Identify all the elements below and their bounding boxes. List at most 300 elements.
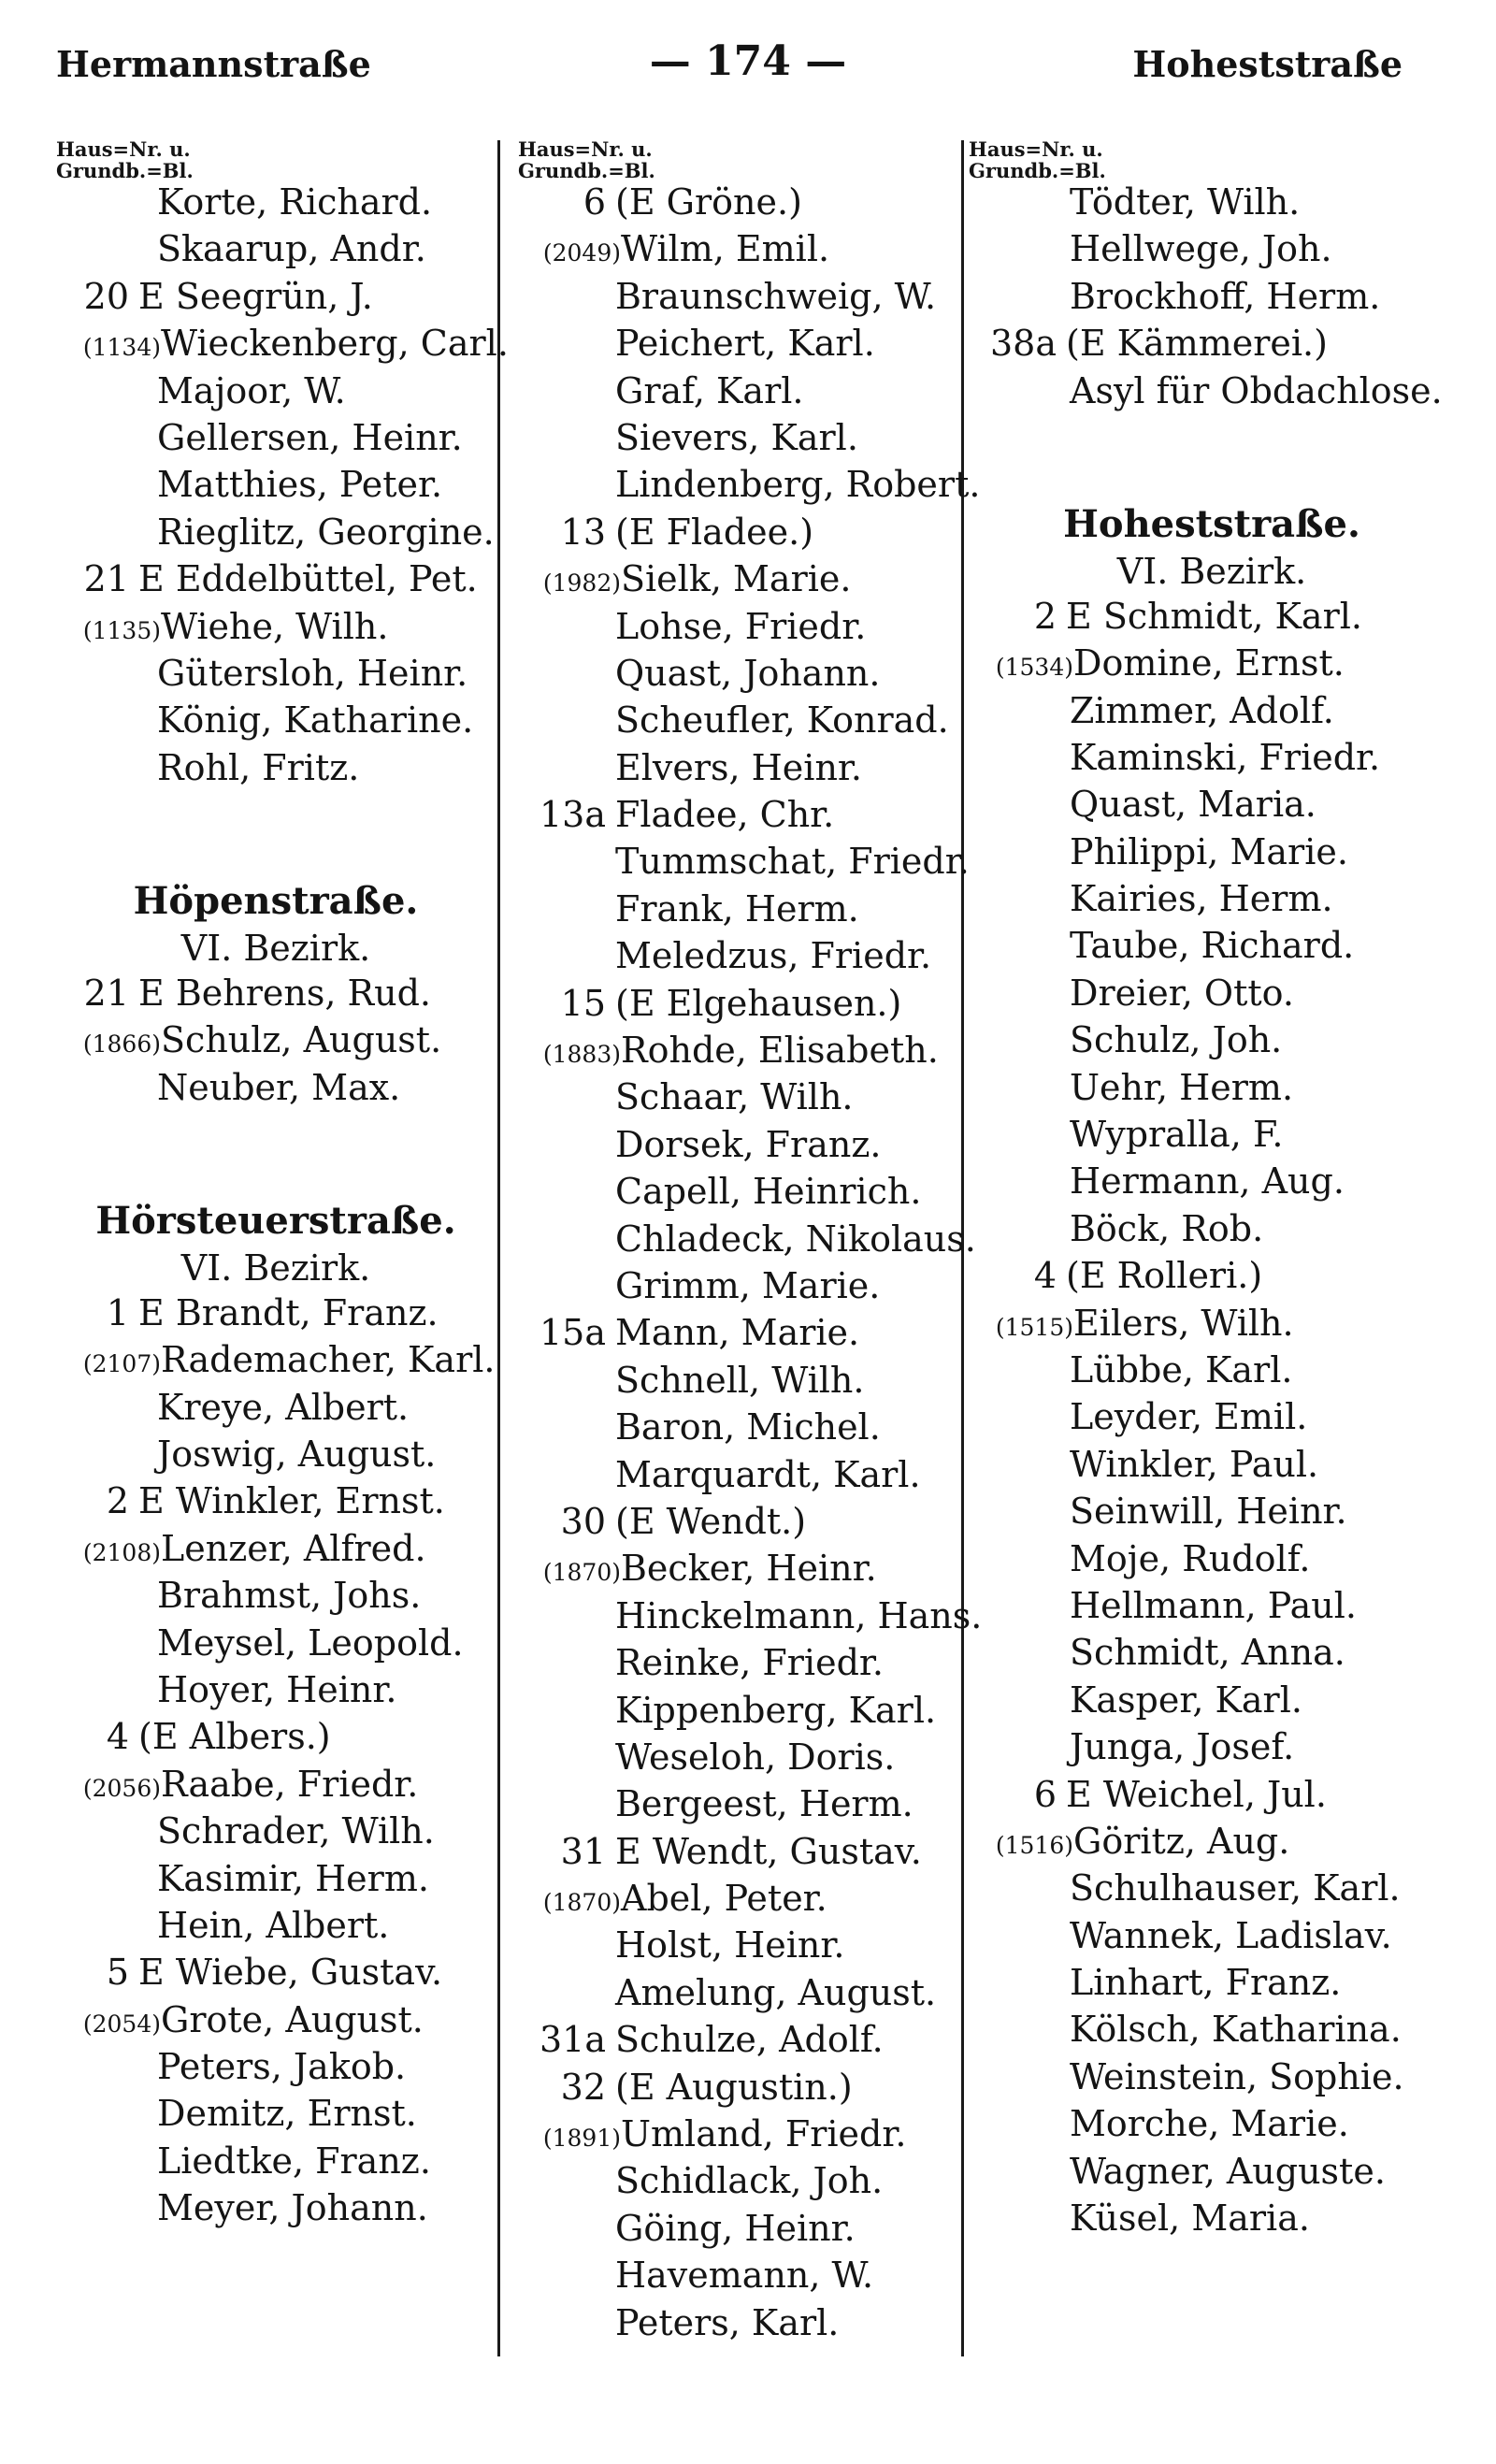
directory-entry — [969, 2151, 1455, 2197]
directory-entry — [969, 1679, 1455, 1726]
resident-name: Scheufler, Konrad. — [615, 699, 949, 742]
land-register-number: (1870) — [542, 1889, 621, 1917]
resident-name: Peters, Jakob. — [157, 2046, 407, 2088]
resident-name: Philippi, Marie. — [1070, 830, 1348, 872]
column-rule-1 — [497, 140, 500, 2356]
resident-name: (E Augustin.) — [615, 2066, 853, 2108]
resident-name: E Weichel, Jul. — [1066, 1773, 1327, 1815]
resident-name: Rohde, Elisabeth. — [621, 1030, 939, 1072]
resident-name: Schulhauser, Karl. — [1070, 1867, 1401, 1909]
directory-entry — [518, 747, 959, 794]
column-head-line2: Grundb.=Bl. — [56, 159, 194, 182]
resident-name: Mann, Marie. — [615, 1312, 860, 1354]
directory-entry — [969, 1019, 1455, 1066]
resident-name: Neuber, Max. — [157, 1066, 401, 1108]
house-number: 32 — [560, 2066, 606, 2108]
directory-entry — [518, 370, 959, 417]
directory-entry — [56, 699, 496, 746]
land-register-number: (1982) — [542, 569, 621, 598]
directory-entry — [518, 888, 959, 935]
resident-name: Brahmst, Johs. — [157, 1575, 422, 1617]
directory-entry — [969, 878, 1455, 925]
resident-name: Becker, Heinr. — [621, 1548, 877, 1590]
resident-name: Tödter, Wilh. — [1070, 181, 1301, 223]
directory-entry — [969, 1585, 1455, 1632]
directory-entry — [518, 1076, 959, 1123]
directory-entry — [518, 1030, 959, 1076]
directory-entry — [969, 831, 1455, 878]
directory-entry — [969, 690, 1455, 737]
resident-name: Schidlack, Joh. — [615, 2160, 884, 2202]
directory-entry — [56, 1528, 496, 1575]
directory-entry — [969, 1114, 1455, 1160]
house-number: 6 — [583, 181, 606, 223]
directory-entry — [56, 1019, 496, 1066]
directory-entry — [969, 228, 1455, 275]
directory-entry — [518, 1312, 959, 1359]
resident-name: (E Wendt.) — [615, 1500, 807, 1542]
resident-name: Abel, Peter. — [621, 1878, 827, 1920]
resident-name: Schmidt, Anna. — [1070, 1632, 1345, 1674]
directory-entry — [56, 2187, 496, 2234]
resident-name: E Winkler, Ernst. — [138, 1480, 445, 1522]
col3-sec2-list — [969, 596, 1455, 2245]
directory-entry — [56, 512, 496, 558]
column-head-line1: Haus=Nr. u. — [518, 137, 653, 161]
resident-name: Liedtke, Franz. — [157, 2140, 431, 2182]
resident-name: Brockhoff, Herm. — [1070, 275, 1381, 317]
house-number: 15 — [560, 982, 606, 1024]
directory-entry — [518, 841, 970, 887]
land-register-number: (1534) — [995, 654, 1073, 682]
resident-name: Grimm, Marie. — [615, 1264, 881, 1306]
resident-name: Böck, Rob. — [1070, 1207, 1264, 1249]
resident-name: Seinwill, Heinr. — [1070, 1491, 1347, 1533]
directory-entry — [518, 2019, 959, 2066]
directory-entry — [518, 1878, 959, 1924]
column-3 — [969, 138, 1455, 2244]
house-number: 21 — [83, 972, 129, 1014]
directory-entry — [518, 983, 959, 1030]
resident-name: E Eddelbüttel, Pet. — [138, 558, 478, 600]
column-3-head — [969, 138, 1455, 181]
district-label: VI. Bezirk. — [1116, 551, 1307, 593]
col2-list — [518, 181, 983, 2349]
directory-entry — [56, 2140, 496, 2187]
resident-name: Kippenberg, Karl. — [615, 1689, 937, 1731]
resident-name: Demitz, Ernst. — [157, 2093, 417, 2135]
col1-sec2-list — [56, 973, 496, 1114]
resident-name: E Schmidt, Karl. — [1066, 595, 1362, 637]
directory-entry — [518, 1218, 976, 1265]
directory-entry — [969, 1067, 1455, 1114]
district-label: VI. Bezirk. — [180, 1247, 371, 1290]
resident-name: Peichert, Karl. — [615, 323, 875, 365]
resident-name: E Seegrün, J. — [138, 275, 373, 317]
directory-entry — [518, 794, 959, 841]
resident-name: Hermann, Aug. — [1070, 1160, 1345, 1203]
directory-entry — [518, 1454, 959, 1501]
directory-entry — [56, 558, 496, 605]
running-head-right: Hoheststraße — [1132, 43, 1402, 85]
resident-name: Meyer, Johann. — [157, 2187, 428, 2229]
directory-entry — [56, 1575, 496, 1621]
house-number: 31 — [560, 1830, 606, 1872]
directory-entry — [969, 1160, 1455, 1207]
directory-entry — [56, 1067, 496, 1114]
directory-entry — [518, 2160, 959, 2207]
resident-name: Göritz, Aug. — [1073, 1820, 1290, 1862]
directory-entry — [969, 1255, 1455, 1302]
resident-name: Kasper, Karl. — [1070, 1679, 1302, 1721]
directory-entry — [56, 228, 496, 275]
directory-entry — [518, 558, 959, 605]
land-register-number: (1870) — [542, 1559, 621, 1587]
resident-name: Meysel, Leopold. — [157, 1621, 464, 1664]
land-register-number: (1135) — [82, 616, 161, 644]
resident-name: (E Gröne.) — [615, 181, 802, 223]
directory-entry — [56, 1387, 496, 1434]
resident-name: Hoyer, Heinr. — [157, 1668, 397, 1710]
resident-name: Grote, August. — [161, 1998, 424, 2040]
resident-name: Matthies, Peter. — [157, 464, 443, 506]
resident-name: Wypralla, F. — [1070, 1114, 1284, 1156]
land-register-number: (2054) — [82, 2010, 161, 2038]
directory-entry — [518, 653, 959, 699]
resident-name: Raabe, Friedr. — [161, 1763, 419, 1805]
directory-entry — [56, 1858, 496, 1905]
page-number: — 174 — — [649, 37, 847, 85]
resident-name: Fladee, Chr. — [615, 794, 835, 836]
resident-name: Morche, Marie. — [1070, 2103, 1349, 2145]
resident-name: Wilm, Emil. — [621, 228, 830, 270]
directory-entry — [56, 606, 496, 653]
directory-entry — [518, 1690, 959, 1736]
resident-name: Braunschweig, W. — [615, 275, 937, 317]
resident-name: Graf, Karl. — [615, 369, 804, 411]
house-number: 31a — [539, 2019, 606, 2061]
resident-name: Asyl für Obdachlose. — [1070, 369, 1443, 411]
directory-entry — [969, 2103, 1455, 2150]
resident-name: Uehr, Herm. — [1070, 1066, 1294, 1108]
street-heading: Hoheststraße. — [1063, 501, 1360, 546]
resident-name: Küsel, Maria. — [1070, 2197, 1310, 2240]
directory-entry — [518, 606, 959, 653]
directory-entry — [518, 1124, 959, 1171]
col1-sec1-list — [56, 181, 509, 794]
resident-name: Chladeck, Nikolaus. — [615, 1218, 976, 1260]
resident-name: Rieglitz, Georgine. — [157, 511, 495, 553]
directory-entry — [56, 2046, 496, 2093]
resident-name: Zimmer, Adolf. — [1070, 689, 1334, 731]
directory-entry — [969, 1867, 1455, 1914]
resident-name: Hinckelmann, Hans. — [615, 1594, 983, 1636]
directory-entry — [56, 747, 496, 794]
directory-entry — [969, 1821, 1455, 1867]
land-register-number: (1515) — [995, 1313, 1073, 1341]
resident-name: Tummschat, Friedr. — [615, 841, 970, 883]
directory-entry — [56, 973, 496, 1019]
resident-name: Sievers, Karl. — [615, 416, 858, 458]
directory-entry — [969, 737, 1455, 784]
resident-name: Quast, Johann. — [615, 652, 881, 694]
directory-entry — [56, 1716, 496, 1763]
resident-name: Baron, Michel. — [615, 1406, 881, 1448]
column-head-line1: Haus=Nr. u. — [56, 137, 191, 161]
house-number: 13a — [539, 794, 606, 836]
directory-entry — [518, 1594, 983, 1642]
directory-entry — [969, 370, 1455, 417]
directory-entry — [969, 973, 1455, 1019]
resident-name: Wannek, Ladislav. — [1070, 1914, 1392, 1956]
land-register-number: (2056) — [82, 1774, 161, 1802]
directory-entry — [56, 276, 496, 323]
resident-name: Lohse, Friedr. — [615, 605, 867, 647]
directory-entry — [518, 1406, 959, 1453]
directory-entry — [518, 276, 959, 323]
resident-name: Junga, Josef. — [1070, 1726, 1295, 1768]
directory-entry — [518, 1972, 959, 2019]
directory-entry — [969, 1962, 1455, 2009]
resident-name: Skaarup, Andr. — [157, 228, 426, 270]
resident-name: Quast, Maria. — [1070, 784, 1316, 826]
column-1-head — [56, 138, 496, 181]
resident-name: Amelung, August. — [615, 1971, 937, 2013]
land-register-number: (2108) — [82, 1538, 161, 1566]
directory-entry — [518, 323, 959, 369]
resident-name: König, Katharine. — [157, 699, 474, 742]
directory-entry — [518, 512, 959, 558]
directory-entry — [56, 1952, 496, 1998]
resident-name: Majoor, W. — [157, 369, 346, 411]
column-head-line2: Grundb.=Bl. — [969, 159, 1106, 182]
directory-entry — [56, 370, 496, 417]
house-number: 4 — [106, 1716, 129, 1758]
directory-entry — [518, 2113, 959, 2160]
directory-entry — [518, 1265, 959, 1312]
resident-name: Linhart, Franz. — [1070, 1962, 1342, 2004]
column-2 — [518, 137, 983, 2349]
resident-name: Sielk, Marie. — [621, 558, 852, 600]
directory-entry — [518, 181, 959, 228]
column-head-line1: Haus=Nr. u. — [969, 137, 1103, 161]
directory-entry — [518, 1831, 959, 1878]
directory-entry — [518, 1501, 959, 1548]
resident-name: Weseloh, Doris. — [615, 1736, 896, 1778]
resident-name: (E Rolleri.) — [1066, 1255, 1263, 1297]
resident-name: Lindenberg, Robert. — [615, 464, 981, 506]
land-register-number: (1134) — [82, 334, 161, 362]
resident-name: Kairies, Herm. — [1070, 878, 1333, 920]
directory-entry — [518, 1171, 959, 1218]
directory-entry — [518, 1783, 959, 1830]
resident-name: Kölsch, Katharina. — [1070, 2009, 1402, 2051]
resident-name: Rademacher, Karl. — [161, 1339, 496, 1381]
directory-entry — [56, 1999, 496, 2046]
directory-entry — [518, 464, 981, 511]
resident-name: E Wiebe, Gustav. — [138, 1952, 443, 1994]
directory-entry — [969, 1726, 1455, 1773]
directory-entry — [56, 417, 496, 464]
land-register-number: (1891) — [542, 2125, 621, 2153]
directory-entry — [969, 323, 1455, 369]
resident-name: E Wendt, Gustav. — [615, 1830, 922, 1872]
land-register-number: (1883) — [542, 1041, 621, 1069]
column-2-head — [518, 138, 959, 181]
resident-name: Schulz, Joh. — [1070, 1019, 1283, 1061]
directory-entry — [969, 1774, 1455, 1821]
house-number: 13 — [560, 511, 606, 553]
resident-name: Holst, Heinr. — [615, 1924, 845, 1967]
resident-name: Domine, Ernst. — [1073, 642, 1345, 684]
land-register-number: (2107) — [82, 1350, 161, 1378]
house-number: 2 — [1033, 595, 1057, 637]
directory-entry — [518, 935, 959, 982]
resident-name: Joswig, August. — [157, 1433, 437, 1475]
resident-name: Dorsek, Franz. — [615, 1123, 882, 1165]
resident-name: Frank, Herm. — [615, 887, 859, 929]
directory-entry — [518, 699, 959, 746]
directory-entry — [969, 642, 1455, 689]
house-number: 4 — [1033, 1255, 1057, 1297]
directory-entry — [518, 1736, 959, 1783]
directory-entry — [56, 2093, 496, 2140]
directory-entry — [518, 2255, 959, 2301]
directory-entry — [56, 653, 496, 699]
land-register-number: (1516) — [995, 1831, 1073, 1859]
directory-entry — [56, 464, 496, 511]
resident-name: Weinstein, Sophie. — [1070, 2055, 1404, 2097]
resident-name: Bergeest, Herm. — [615, 1783, 913, 1825]
directory-entry — [969, 1538, 1455, 1585]
resident-name: Wiehe, Wilh. — [161, 605, 389, 647]
resident-name: Meledzus, Friedr. — [615, 935, 932, 977]
directory-entry — [518, 417, 959, 464]
directory-entry — [969, 2009, 1455, 2055]
directory-entry — [56, 1810, 496, 1857]
directory-entry — [969, 181, 1455, 228]
resident-name: Gellersen, Heinr. — [157, 416, 463, 458]
land-register-number: (2049) — [542, 239, 621, 267]
resident-name: Taube, Richard. — [1070, 925, 1355, 967]
directory-entry — [518, 1924, 959, 1971]
street-heading: Hörsteuerstraße. — [95, 1199, 456, 1244]
directory-entry — [969, 1632, 1455, 1679]
resident-name: Gütersloh, Heinr. — [157, 652, 468, 694]
resident-name: Korte, Richard. — [157, 181, 433, 223]
directory-entry — [969, 1491, 1455, 1537]
directory-entry — [518, 2302, 959, 2349]
resident-name: Peters, Karl. — [615, 2301, 840, 2343]
resident-name: Eilers, Wilh. — [1073, 1302, 1294, 1344]
resident-name: Schulz, August. — [161, 1019, 442, 1061]
directory-entry — [969, 1444, 1455, 1491]
resident-name: (E Fladee.) — [615, 511, 814, 553]
resident-name: Kasimir, Herm. — [157, 1857, 429, 1899]
directory-entry — [518, 228, 959, 275]
directory-entry — [56, 1622, 496, 1669]
resident-name: Hellmann, Paul. — [1070, 1584, 1357, 1626]
directory-entry — [518, 1548, 959, 1594]
house-number: 15a — [539, 1312, 606, 1354]
resident-name: Hellwege, Joh. — [1070, 228, 1332, 270]
resident-name: Umland, Friedr. — [621, 2113, 907, 2155]
resident-name: Elvers, Heinr. — [615, 746, 862, 788]
directory-entry — [56, 1434, 496, 1480]
directory-entry — [969, 1349, 1455, 1396]
resident-name: Göing, Heinr. — [615, 2207, 856, 2249]
resident-name: Kaminski, Friedr. — [1070, 736, 1381, 778]
col3-sec1-list — [969, 181, 1455, 417]
directory-entry — [56, 1905, 496, 1952]
column-1 — [56, 137, 509, 2235]
street-heading: Höpenstraße. — [133, 879, 419, 924]
resident-name: Winkler, Paul. — [1070, 1443, 1319, 1485]
resident-name: Capell, Heinrich. — [615, 1171, 922, 1213]
directory-entry — [969, 2056, 1455, 2103]
directory-entry — [969, 784, 1455, 830]
directory-entry — [969, 276, 1455, 323]
land-register-number: (1866) — [82, 1030, 161, 1059]
resident-name: Marquardt, Karl. — [615, 1453, 921, 1495]
resident-name: (E Elgehausen.) — [615, 982, 902, 1024]
resident-name: Schnell, Wilh. — [615, 1359, 865, 1401]
district-label: VI. Bezirk. — [180, 928, 371, 970]
directory-entry — [969, 1915, 1455, 1962]
house-number: 2 — [106, 1480, 129, 1522]
resident-name: Leyder, Emil. — [1070, 1396, 1308, 1438]
house-number: 5 — [106, 1952, 129, 1994]
directory-entry — [969, 1303, 1455, 1349]
resident-name: Hein, Albert. — [157, 1904, 390, 1946]
house-number: 30 — [560, 1500, 606, 1542]
directory-entry — [518, 1360, 959, 1406]
directory-entry — [518, 1642, 959, 1689]
resident-name: Dreier, Otto. — [1070, 972, 1294, 1014]
directory-entry — [969, 1208, 1455, 1255]
resident-name: Kreye, Albert. — [157, 1386, 410, 1428]
house-number: 20 — [83, 275, 129, 317]
directory-entry — [969, 2197, 1455, 2244]
resident-name: Havemann, W. — [615, 2255, 874, 2297]
house-number: 6 — [1033, 1773, 1057, 1815]
resident-name: Schaar, Wilh. — [615, 1076, 854, 1118]
directory-entry — [969, 596, 1455, 642]
directory-entry — [56, 323, 509, 369]
resident-name: Lübbe, Karl. — [1070, 1348, 1293, 1391]
col1-sec3-list — [56, 1292, 496, 2235]
resident-name: (E Albers.) — [138, 1716, 331, 1758]
directory-entry — [518, 2208, 959, 2255]
running-head-left: Hermannstraße — [56, 43, 371, 85]
resident-name: Wagner, Auguste. — [1070, 2150, 1386, 2192]
house-number: 21 — [83, 558, 129, 600]
resident-name: (E Kämmerei.) — [1066, 323, 1328, 365]
resident-name: Schulze, Adolf. — [615, 2019, 884, 2061]
directory-entry — [56, 181, 496, 228]
directory-entry — [56, 1480, 496, 1527]
column-head-line2: Grundb.=Bl. — [518, 159, 655, 182]
directory-entry — [56, 1292, 496, 1339]
resident-name: Moje, Rudolf. — [1070, 1537, 1311, 1579]
resident-name: Rohl, Fritz. — [157, 746, 360, 788]
directory-entry — [56, 1764, 496, 1810]
resident-name: Reinke, Friedr. — [615, 1642, 884, 1684]
directory-entry — [56, 1339, 496, 1386]
directory-entry — [969, 1396, 1455, 1443]
directory-entry — [56, 1669, 496, 1716]
resident-name: Lenzer, Alfred. — [161, 1527, 426, 1569]
